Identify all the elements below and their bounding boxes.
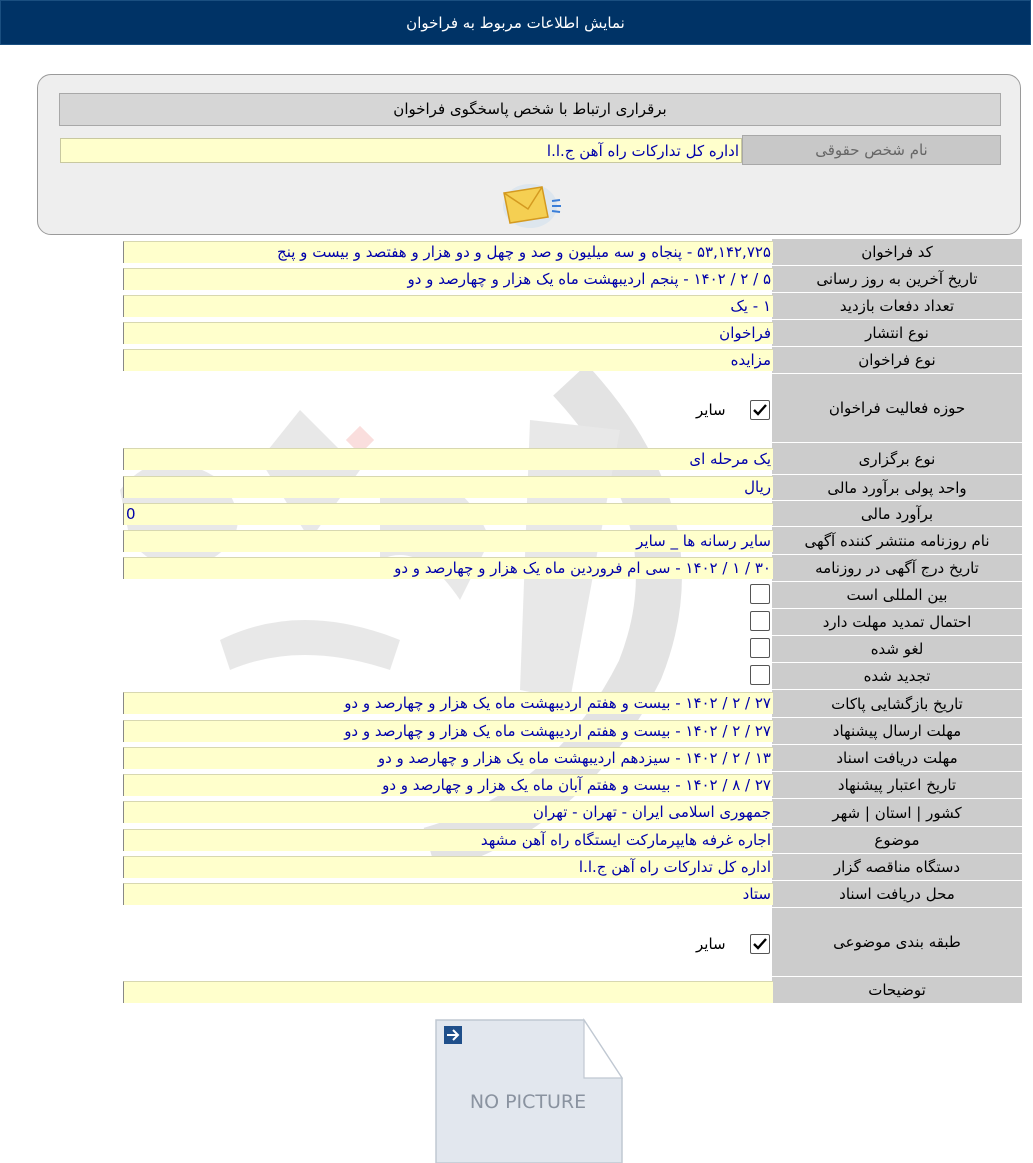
estimate-label: برآورد مالی xyxy=(772,501,1022,527)
publish-type-label: نوع انتشار xyxy=(772,320,1022,347)
category-checkbox[interactable] xyxy=(750,934,770,954)
call-type-value: مزایده xyxy=(123,349,773,371)
envelope-opening-value: ۲۷ / ۲ / ۱۴۰۲ - بیست و هفتم اردیبهشت ماه یک هزار و چهارصد و دو xyxy=(123,692,773,714)
legal-person-value: اداره کل تدارکات راه آهن ج.ا.ا xyxy=(60,138,742,163)
submit-deadline-label: مهلت ارسال پیشنهاد xyxy=(772,718,1022,745)
doc-place-label: محل دریافت اسناد xyxy=(772,881,1022,908)
legal-person-label: نام شخص حقوقی xyxy=(742,135,1001,165)
subject-label: موضوع xyxy=(772,827,1022,854)
subject-value: اجاره غرفه هایپرمارکت ایستگاه راه آهن مشهد xyxy=(123,829,773,851)
no-picture-icon xyxy=(434,1018,624,1163)
visit-count-value: ۱ - یک xyxy=(123,295,773,317)
organizer-label: دستگاه مناقصه گزار xyxy=(772,854,1022,881)
validity-date-value: ۲۷ / ۸ / ۱۴۰۲ - بیست و هفتم آبان ماه یک هزار و چهارصد و دو xyxy=(123,774,773,796)
holding-type-label: نوع برگزاری xyxy=(772,443,1022,475)
extension-possible-label: احتمال تمدید مهلت دارد xyxy=(772,609,1022,636)
page-title: نمایش اطلاعات مربوط به فراخوان xyxy=(0,0,1031,45)
newspaper-date-value: ۳۰ / ۱ / ۱۴۰۲ - سی ام فروردین ماه یک هزار و چهارصد و دو xyxy=(123,557,773,579)
activity-area-checkbox[interactable] xyxy=(750,400,770,420)
renewed-checkbox[interactable] xyxy=(750,665,770,685)
publish-type-value: فراخوان xyxy=(123,322,773,344)
category-option: سایر xyxy=(696,935,726,953)
category-label: طبقه بندی موضوعی xyxy=(772,908,1022,977)
international-checkbox[interactable] xyxy=(750,584,770,604)
checkmark-icon xyxy=(752,402,768,418)
newspaper-label: نام روزنامه منتشر کننده آگهی xyxy=(772,527,1022,555)
description-value xyxy=(123,981,773,1003)
estimate-value: 0 xyxy=(123,503,773,525)
holding-type-value: یک مرحله ای xyxy=(123,448,773,470)
submit-deadline-value: ۲۷ / ۲ / ۱۴۰۲ - بیست و هفتم اردیبهشت ماه یک هزار و چهارصد و دو xyxy=(123,720,773,742)
call-code-label: کد فراخوان xyxy=(772,239,1022,266)
newspaper-date-label: تاریخ درج آگهی در روزنامه xyxy=(772,555,1022,582)
newspaper-value: سایر رسانه ها _ سایر xyxy=(123,530,773,552)
location-value: جمهوری اسلامی ایران - تهران - تهران xyxy=(123,801,773,823)
last-update-label: تاریخ آخرین به روز رسانی xyxy=(772,266,1022,293)
doc-place-value: ستاد xyxy=(123,883,773,905)
contact-heading: برقراری ارتباط با شخص پاسخگوی فراخوان xyxy=(59,93,1001,126)
description-label: توضیحات xyxy=(772,977,1022,1004)
location-label: کشور | استان | شهر xyxy=(772,799,1022,827)
call-code-value: ۵۳,۱۴۲,۷۲۵ - پنجاه و سه میلیون و صد و چهل و دو هزار و هفتصد و بیست و پنج xyxy=(123,241,773,263)
activity-area-option: سایر xyxy=(696,401,726,419)
international-label: بین المللی است xyxy=(772,582,1022,609)
organizer-value: اداره کل تدارکات راه آهن ج.ا.ا xyxy=(123,856,773,878)
currency-unit-value: ریال xyxy=(123,476,773,498)
no-picture-text: NO PICTURE xyxy=(469,1091,587,1113)
checkmark-icon xyxy=(752,936,768,952)
last-update-value: ۵ / ۲ / ۱۴۰۲ - پنجم اردیبهشت ماه یک هزار و چهارصد و دو xyxy=(123,268,773,290)
validity-date-label: تاریخ اعتبار پیشنهاد xyxy=(772,772,1022,799)
cancelled-label: لغو شده xyxy=(772,636,1022,663)
doc-deadline-label: مهلت دریافت اسناد xyxy=(772,745,1022,772)
visit-count-label: تعداد دفعات بازدید xyxy=(772,293,1022,320)
call-type-label: نوع فراخوان xyxy=(772,347,1022,374)
cancelled-checkbox[interactable] xyxy=(750,638,770,658)
renewed-label: تجدید شده xyxy=(772,663,1022,690)
doc-deadline-value: ۱۳ / ۲ / ۱۴۰۲ - سیزدهم اردیبهشت ماه یک هزار و چهارصد و دو xyxy=(123,747,773,769)
envelope-opening-label: تاریخ بازگشایی پاکات xyxy=(772,690,1022,718)
extension-possible-checkbox[interactable] xyxy=(750,611,770,631)
currency-unit-label: واحد پولی برآورد مالی xyxy=(772,475,1022,501)
activity-area-label: حوزه فعالیت فراخوان xyxy=(772,374,1022,443)
